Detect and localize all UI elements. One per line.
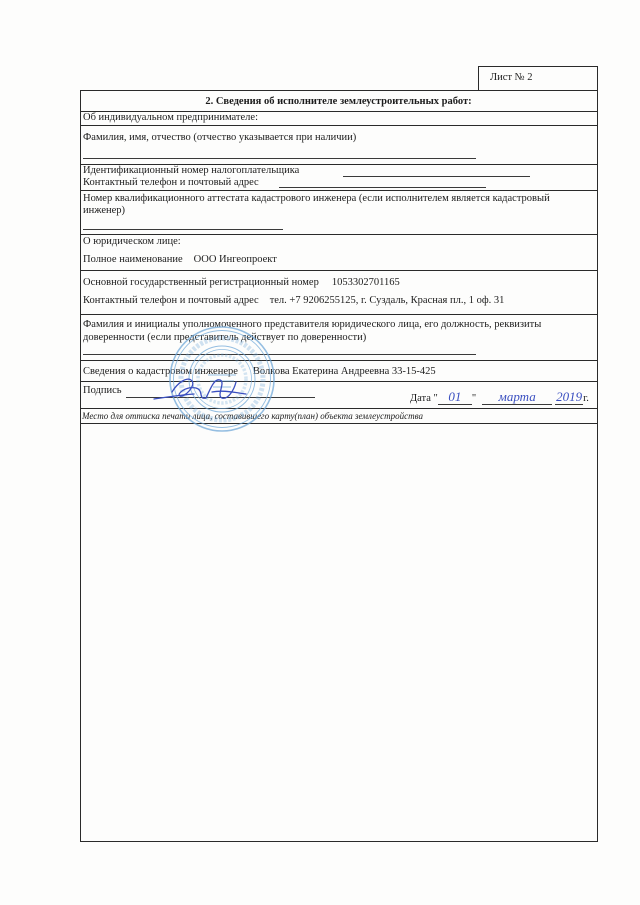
row-divider: [80, 125, 597, 126]
date-month-handwritten: марта: [482, 390, 552, 405]
legal-entity-name-value: ООО Ингеопроект: [193, 254, 277, 265]
section-title: 2. Сведения об исполнителе землеустроительных работ:: [205, 96, 472, 107]
date-close-quote: ": [471, 393, 477, 404]
legal-entity-contact-value: тел. +7 9206255125, г. Суздаль, Красная пл., 1 оф. 31: [269, 295, 505, 306]
legal-entity-name-row: [83, 254, 277, 266]
row-divider: [80, 270, 597, 271]
stamp-area-label: Место для оттиска печати лица, составившего карту(план) объекта землеустройства: [82, 411, 423, 421]
row-divider: [80, 423, 597, 424]
individual-inn-label: Идентификационный номер налогоплательщика: [83, 165, 300, 176]
certificate-label-line2: инженер): [83, 205, 126, 216]
row-divider: [80, 234, 597, 235]
date-row: [410, 390, 589, 406]
individual-full-name-label: Фамилия, имя, отчество (отчество указывается при наличии): [83, 132, 357, 143]
signature-label: Подпись: [83, 385, 122, 396]
date-year-handwritten: 2019: [556, 389, 583, 404]
date-year-suffix: г.: [583, 393, 589, 404]
legal-entity-name-label: Полное наименование: [83, 254, 183, 265]
certificate-field: [83, 229, 283, 230]
legal-entity-contact-row: [83, 295, 504, 307]
row-divider: [80, 190, 597, 191]
date-day-handwritten: 01: [438, 390, 472, 405]
representative-field: [83, 354, 476, 355]
ogrn-label: Основной государственный регистрационный номер: [83, 277, 319, 288]
row-divider: [80, 408, 597, 409]
legal-entity-heading: О юридическом лице:: [83, 236, 181, 247]
individual-inn-field: [343, 176, 530, 177]
certificate-label-line1: Номер квалификационного аттестата кадастрового инженера (если исполнителем является кадастровый: [83, 193, 550, 204]
representative-label-line2: доверенности (если представитель действует по доверенности): [83, 332, 367, 343]
row-divider: [80, 360, 597, 361]
individual-contact-label: Контактный телефон и почтовый адрес: [83, 177, 259, 188]
signature-icon: [150, 372, 250, 406]
individual-contact-field: [279, 187, 486, 188]
row-divider: [80, 314, 597, 315]
representative-label-line1: Фамилия и инициалы уполномоченного представителя юридического лица, его должность, реквизиты: [83, 319, 542, 330]
sheet-number-label: Лист № 2: [490, 72, 533, 83]
ogrn-row: [83, 277, 400, 289]
cadastral-engineer-value: Волкова Екатерина Андреевна 33-15-425: [252, 366, 436, 377]
individual-heading: Об индивидуальном предпринимателе:: [83, 112, 258, 123]
individual-full-name-field: [83, 158, 476, 159]
legal-entity-contact-label: Контактный телефон и почтовый адрес: [83, 295, 259, 306]
cadastral-engineer-label: Сведения о кадастровом инженере: [83, 366, 238, 377]
ogrn-value: 1053302701165: [331, 277, 400, 288]
date-label: Дата ": [410, 393, 438, 404]
